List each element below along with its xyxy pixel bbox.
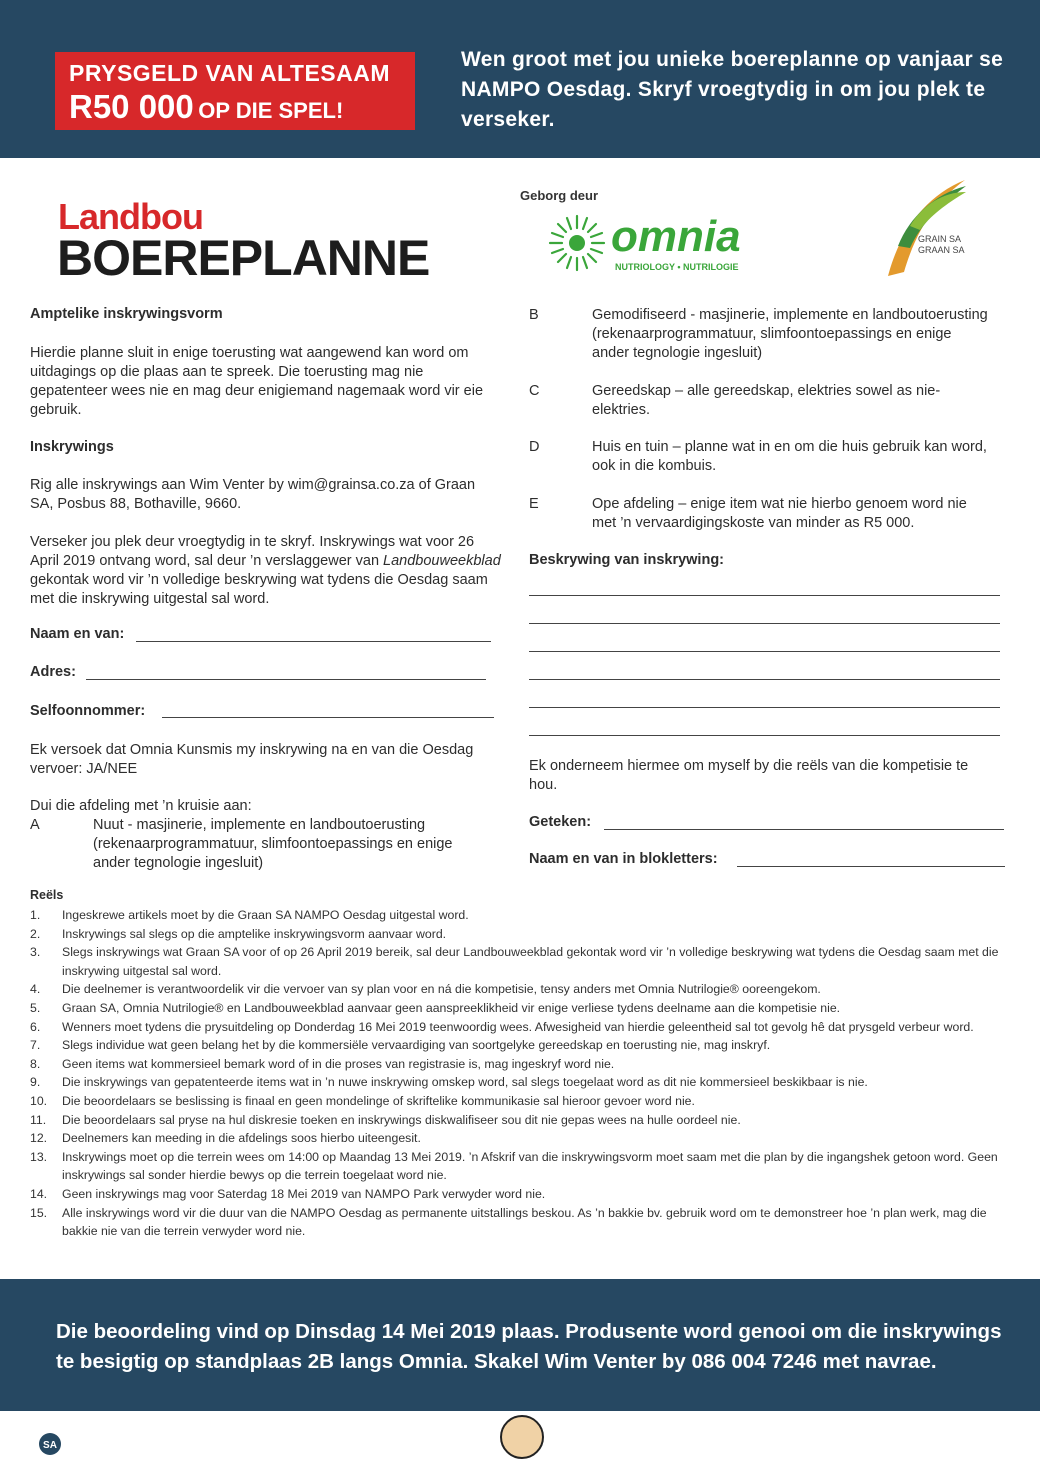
section-d-letter[interactable]: D [529,439,540,455]
prize-suffix: OP DIE SPEL! [198,98,344,123]
rule-item [30,925,1005,944]
cell-label: Selfoonnommer: [30,703,146,719]
cell-input[interactable] [162,717,494,718]
rule-number: 11. [30,1112,47,1127]
grain-line1: GRAIN SA [918,234,962,244]
omnia-logo-text: omnia [611,212,741,261]
rule-number: 7. [30,1038,41,1053]
section-b-letter[interactable]: B [529,307,539,323]
deadline-text-a: Verseker jou plek deur vroegtydig in te skryf. Inskrywings wat voor 26 April 2019 ontvang word, sal deur ’n verslaggewer van [30,534,475,569]
grain-sa-text [918,234,965,256]
undertaking-text: Ek onderneem hiermee om myself by die reëls van die kompetisie te hou. [529,758,969,793]
entries-title: Inskrywings [30,439,114,455]
section-e-letter[interactable]: E [529,496,539,512]
rule-text: Die beoordelaars sal pryse na hul diskresie toeken en inskrywings diskwalifiseer sou dit nie gepas wees na hulle oordeel nie. [62,1112,741,1127]
rule-item [30,1185,1005,1204]
rule-item [30,1092,1005,1111]
rule-item [30,1036,1005,1055]
description-line-3[interactable] [529,651,1000,652]
page-number-badge [500,1415,544,1459]
grain-sa-footer-logo-icon [38,1432,62,1456]
omnia-tagline: NUTRIOLOGY • NUTRILOGIE [615,262,739,272]
rule-item [30,943,1005,980]
description-line-5[interactable] [529,707,1000,708]
rule-text: Geen items wat kommersieel bemark word of in die proses van registrasie is, mag ingeskryf word nie. [62,1056,615,1071]
rule-text: Slegs individue wat geen belang het by die kommersiële vervaardiging van soortgelyke gereedskap en toerusting nie, mag inskryf. [62,1038,771,1053]
banner-headline: Wen groot met jou unieke boereplanne op vanjaar se NAMPO Oesdag. Skryf vroegtydig in om jou plek te verseker. [461,48,1004,131]
rule-number: 10. [30,1093,48,1108]
description-label: Beskrywing van inskrywing: [529,552,725,568]
entries-address-paragraph: Rig alle inskrywings aan Wim Venter by wim@grainsa.co.za of Graan SA, Posbus 88, Bothaville, 9660. [30,477,476,512]
rule-number: 4. [30,982,41,997]
rule-item [30,1148,1005,1185]
footer-logo-text: SA [43,1440,57,1451]
grain-sa-logo-icon [880,176,970,286]
rule-text: Deelnemers kan meeding in die afdelings soos hierbo uiteengesit. [62,1131,421,1146]
section-c-letter[interactable]: C [529,383,540,399]
signed-label: Geteken: [529,814,592,830]
rule-number: 12. [30,1131,48,1146]
rule-text: Ingeskrewe artikels moet by die Graan SA NAMPO Oesdag uitgestal word. [62,908,469,922]
description-line-2[interactable] [529,623,1000,624]
deadline-publication: Landbouweekblad [383,553,501,569]
sponsor-label: Geborg deur [520,188,599,203]
signature-input[interactable] [604,829,1004,830]
rule-number: 14. [30,1186,48,1201]
section-e-text: Ope afdeling – enige item wat nie hierbo genoem word nie met ’n vervaardigingskoste van minder as R5 000. [592,496,967,531]
transport-request: Ek versoek dat Omnia Kunsmis my inskrywing na en van die Oesdag vervoer: JA/NEE [30,742,474,777]
rule-item [30,906,1005,925]
rule-text: Inskrywings sal slegs op die amptelike inskrywingsvorm aanvaar word. [62,926,447,941]
rule-number: 15. [30,1205,48,1220]
landbou-logo-text: Landbou [58,196,203,237]
rule-number: 5. [30,1000,41,1015]
rule-number: 8. [30,1056,41,1071]
address-input[interactable] [86,679,486,680]
rule-text: Slegs inskrywings wat Graan SA voor of op 26 April 2019 bereik, sal deur Landbouweekblad gekontak word vir ’n volledige beskrywing wat tydens die Oesdag saam met die inskrywing uitgestal sal word. [62,945,999,978]
rule-number: 1. [30,908,41,922]
address-label: Adres: [30,664,76,680]
prize-line1: PRYSGELD VAN ALTESAAM [69,60,391,86]
rule-text: Inskrywings moet op die terrein wees om 14:00 op Maandag 13 Mei 2019. ’n Afskrif van die inskrywingsvorm moet saam met die plan by die ingangshek getoon word. Geen inskrywings sal sonder hierdie bewys op die terrein toegelaat word nie. [62,1149,998,1183]
rule-text: Alle inskrywings word vir die duur van die NAMPO Oesdag as permanente uitstallings beskou. As ’n bakkie bv. gebruik word om te demonstreer hoe ’n plan werk, mag die bakkie nie van die terrein verwyder word nie. [62,1205,987,1239]
rule-item [30,1129,1005,1148]
rule-number: 2. [30,926,41,941]
rule-number: 13. [30,1149,48,1164]
rule-text: Die beoordelaars se beslissing is finaal en geen mondelinge of skriftelike kommunikasie sal hieroor gevoer word nie. [62,1093,695,1108]
rule-text: Graan SA, Omnia Nutrilogie® en Landbouweekblad aanvaar geen aanspreeklikheid vir enige verliese tydens deelname aan die kompetisie nie. [62,1000,841,1015]
rule-text: Wenners moet tydens die prysuitdeling op Donderdag 16 Mei 2019 teenwoordig wees. Afwesigheid van hierdie geleentheid sal tot gevolg hê dat prysgeld verbeur word. [62,1019,974,1034]
rule-item [30,1204,1005,1241]
rule-number: 3. [30,945,41,960]
grain-line2: GRAAN SA [918,245,965,255]
section-b-text: Gemodifiseerd - masjinerie, implemente en landboutoerusting (rekenaarprogrammatuur, slimfoontoepassings en enige ander tegnologie ingesluit) [592,307,988,361]
rule-item [30,999,1005,1018]
rule-item [30,980,1005,999]
prize-amount: R50 000 [69,88,194,125]
block-name-input[interactable] [737,866,1005,867]
section-a-letter[interactable]: A [30,817,40,833]
entries-deadline-paragraph [30,533,505,609]
rule-item [30,1111,1005,1130]
section-c-text: Gereedskap – alle gereedskap, elektries sowel as nie-elektries. [592,383,941,418]
section-d-text: Huis en tuin – planne wat in en om die huis gebruik kan word, ook in die kombuis. [592,439,987,474]
prize-line2 [69,88,343,126]
rule-number: 6. [30,1019,41,1034]
name-label: Naam en van: [30,626,125,642]
rule-item [30,1073,1005,1092]
section-a-text: Nuut - masjinerie, implemente en landboutoerusting (rekenaarprogrammatuur, slimfoontoepassings en enige ander tegnologie ingesluit) [93,817,453,871]
intro-paragraph: Hierdie planne sluit in enige toerusting wat aangewend kan word om uitdagings op die plaas aan te spreek. Die toerusting mag nie gepatenteer wees nie en mag deur enigiemand nagemaak word vir eie gebruik. [30,345,484,418]
description-line-4[interactable] [529,679,1000,680]
rule-text: Geen inskrywings mag voor Saterdag 18 Mei 2019 van NAMPO Park verwyder word nie. [62,1186,546,1201]
rules-title: Reëls [30,888,64,902]
rule-number: 9. [30,1075,41,1090]
rule-item [30,1055,1005,1074]
deadline-text-b: gekontak word vir ’n volledige beskrywing wat tydens die Oesdag saam met die inskrywing uitgestal sal word. [30,572,488,607]
rule-text: Die deelnemer is verantwoordelik vir die vervoer van sy plan voor en ná die kompetisie, tensy anders met Omnia Nutrilogie® ooreengekom. [62,982,821,997]
description-line-6[interactable] [529,735,1000,736]
rule-item [30,1018,1005,1037]
name-input[interactable] [136,641,491,642]
bottom-banner-text: Die beoordeling vind op Dinsdag 14 Mei 2019 plaas. Produsente word genooi om die inskrywings te besigtig op standplaas 2B langs Omnia. Skakel Wim Venter by 086 004 7246 met navrae. [56,1320,1002,1373]
prize-box [55,52,415,130]
rule-text: Die inskrywings van gepatenteerde items wat in ’n nuwe inskrywing omskep word, sal slegs toegelaat word as dit nie kommersieel beskikbaar is nie. [62,1075,868,1090]
rules-list [30,906,1005,1241]
boereplanne-logo-text: BOEREPLANNE [57,230,430,286]
mark-section-instruction: Dui die afdeling met ’n kruisie aan: [30,798,252,814]
block-name-label: Naam en van in blokletters: [529,851,718,867]
entry-form-title: Amptelike inskrywingsvorm [30,306,223,322]
description-line-1[interactable] [529,595,1000,596]
omnia-sunburst-icon [548,214,606,272]
